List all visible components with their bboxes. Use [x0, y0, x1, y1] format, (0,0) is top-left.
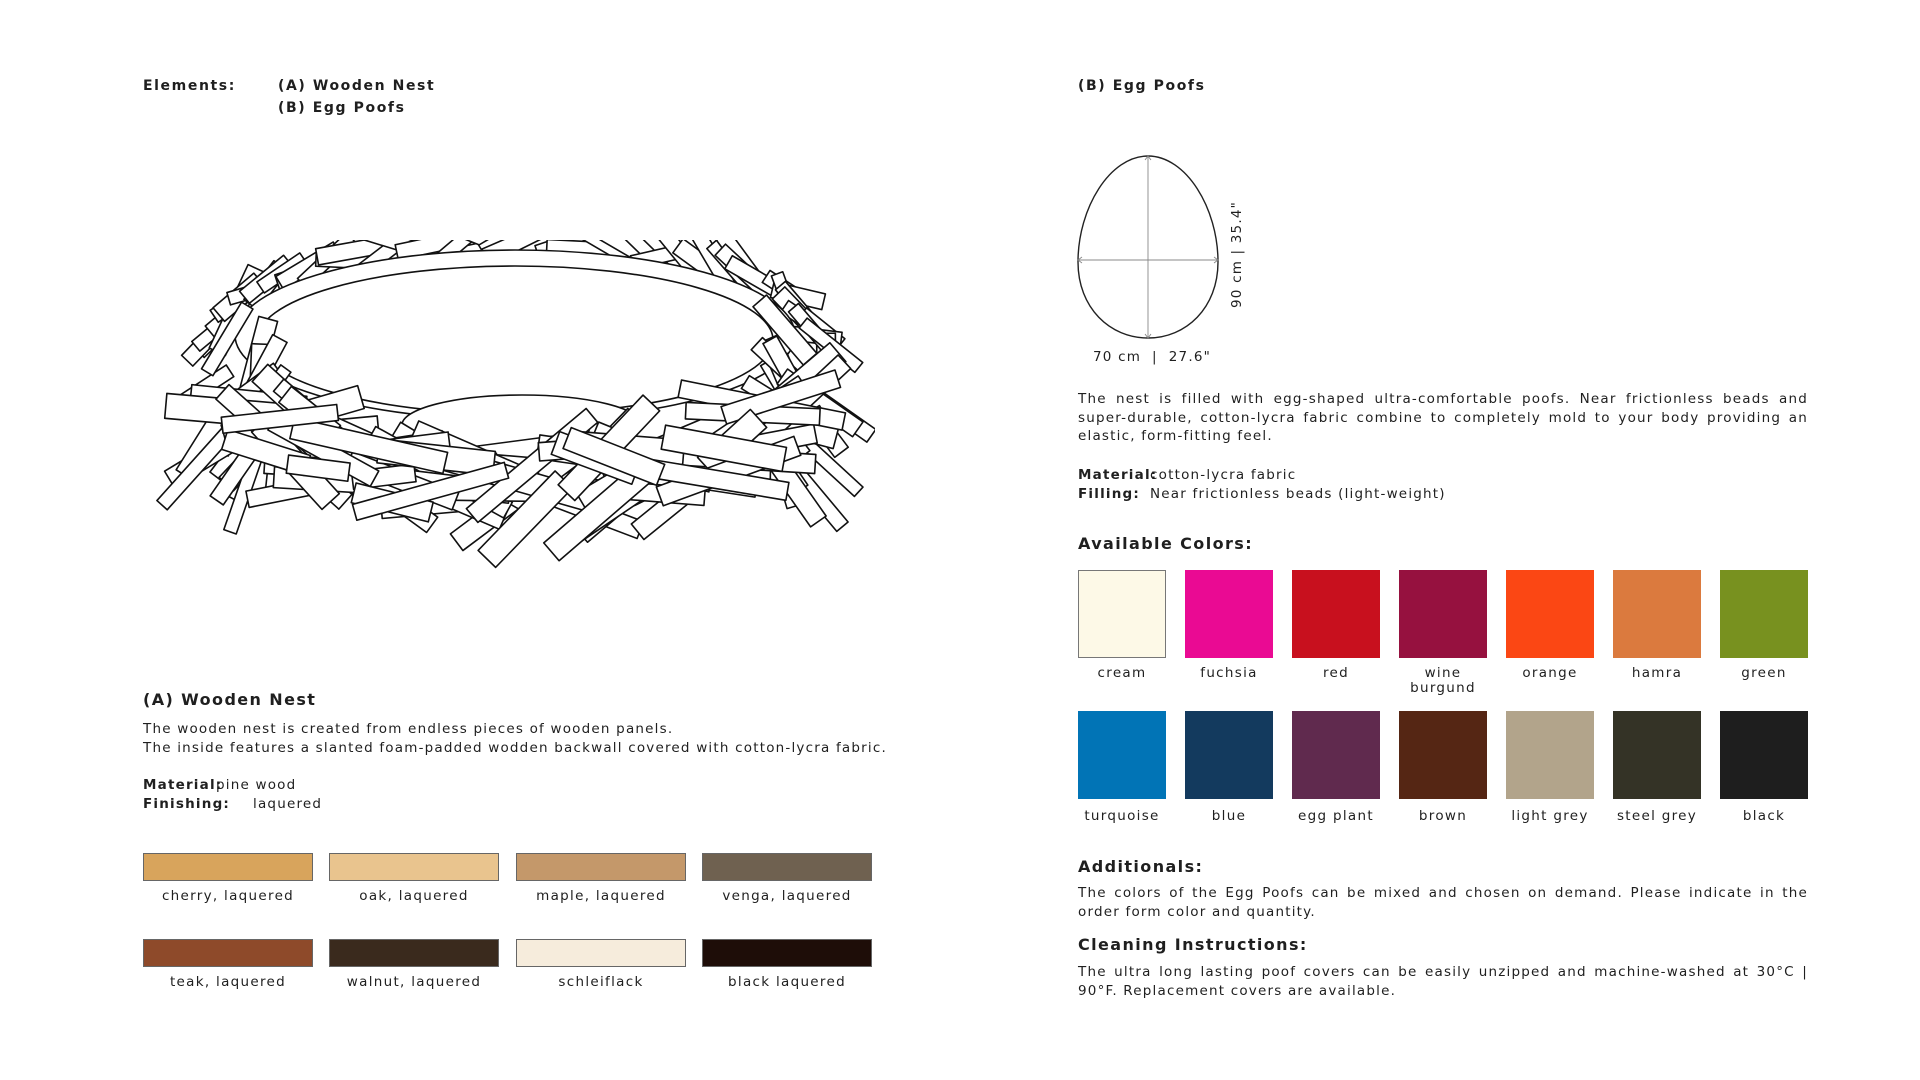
wood-swatch-label: teak, laquered: [169, 974, 287, 990]
wood-swatch-maple: [516, 853, 686, 881]
color-label: black: [1742, 808, 1786, 824]
wood-swatch-label: oak, laquered: [359, 888, 469, 904]
wooden-nest-heading: (A) Wooden Nest: [143, 690, 317, 709]
color-swatch-red: [1292, 570, 1380, 658]
wooden-nest-illustration: [130, 240, 875, 660]
color-swatch-hamra: [1613, 570, 1701, 658]
wooden-nest-material-value: pine wood: [216, 777, 297, 793]
color-swatch-blue: [1185, 711, 1273, 799]
elements-item-a: (A) Wooden Nest: [278, 78, 436, 94]
wood-swatch-teak: [143, 939, 313, 967]
wood-swatch-schleiflack: [516, 939, 686, 967]
color-swatch-light-grey: [1506, 711, 1594, 799]
wood-swatch-label: walnut, laquered: [346, 974, 482, 990]
egg-material-label: Material:: [1078, 467, 1158, 483]
color-swatch-egg-plant: [1292, 711, 1380, 799]
color-label: red: [1322, 665, 1350, 681]
wood-swatch-label: venga, laquered: [722, 888, 852, 904]
color-label: steel grey: [1616, 808, 1698, 824]
color-swatch-steel-grey: [1613, 711, 1701, 799]
color-label: egg plant: [1298, 808, 1374, 824]
color-swatch-green: [1720, 570, 1808, 658]
color-label: turquoise: [1084, 808, 1160, 824]
wood-swatch-cherry: [143, 853, 313, 881]
additionals-text: The colors of the Egg Poofs can be mixed and chosen on demand. Please indicate in the order form color and quantity.: [1078, 885, 1808, 920]
color-swatch-orange: [1506, 570, 1594, 658]
color-label: wine burgund: [1410, 665, 1476, 696]
egg-width-dimension: 70 cm | 27.6": [1093, 349, 1212, 365]
egg-filling-value: Near frictionless beads (light-weight): [1150, 486, 1446, 502]
color-swatch-turquoise: [1078, 711, 1166, 799]
cleaning-text: The ultra long lasting poof covers can be easily unzipped and machine-washed at 30°C | 90°F. Replacement covers are available.: [1078, 964, 1808, 999]
wooden-nest-finishing-label: Finishing:: [143, 796, 231, 812]
egg-material-value: cotton-lycra fabric: [1150, 467, 1297, 483]
wood-swatch-label: black laquered: [728, 974, 846, 990]
wood-swatch-oak: [329, 853, 499, 881]
color-label: green: [1741, 665, 1787, 681]
egg-height-dimension: 90 cm | 35.4": [1229, 200, 1245, 308]
additionals-heading: Additionals:: [1078, 857, 1204, 876]
egg-filling-label: Filling:: [1078, 486, 1141, 502]
color-label: brown: [1418, 808, 1468, 824]
color-swatch-brown: [1399, 711, 1487, 799]
cleaning-heading: Cleaning Instructions:: [1078, 935, 1308, 954]
color-label: light grey: [1511, 808, 1589, 824]
wooden-nest-finishing-value: laquered: [253, 796, 323, 812]
color-swatch-black: [1720, 711, 1808, 799]
elements-item-b: (B) Egg Poofs: [278, 100, 406, 116]
elements-label: Elements:: [143, 78, 236, 94]
wood-swatch-walnut: [329, 939, 499, 967]
color-label: cream: [1097, 665, 1147, 681]
egg-poofs-title: (B) Egg Poofs: [1078, 78, 1206, 94]
color-label: fuchsia: [1200, 665, 1258, 681]
color-label: orange: [1522, 665, 1578, 681]
color-swatch-wine-burgund: [1399, 570, 1487, 658]
available-colors-heading: Available Colors:: [1078, 534, 1253, 553]
wood-swatch-label: cherry, laquered: [161, 888, 295, 904]
wooden-nest-description-1: The wooden nest is created from endless pieces of wooden panels.: [143, 721, 674, 737]
wood-swatch-venga: [702, 853, 872, 881]
egg-poofs-description: The nest is filled with egg-shaped ultra-comfortable poofs. Near frictionless beads and super-durable, cotton-lycra fabric combine to completely mold to your body providing an elastic, form-fitting feel.: [1078, 391, 1808, 444]
color-swatch-fuchsia: [1185, 570, 1273, 658]
wood-swatch-label: maple, laquered: [536, 888, 666, 904]
wooden-nest-description-2: The inside features a slanted foam-padded wodden backwall covered with cotton-lycra fabric.: [143, 740, 887, 756]
wood-swatch-black: [702, 939, 872, 967]
wooden-nest-material-label: Material:: [143, 777, 223, 793]
color-label: hamra: [1631, 665, 1683, 681]
wood-swatch-label: schleiflack: [558, 974, 644, 990]
color-label: blue: [1211, 808, 1247, 824]
color-swatch-cream: [1078, 570, 1166, 658]
